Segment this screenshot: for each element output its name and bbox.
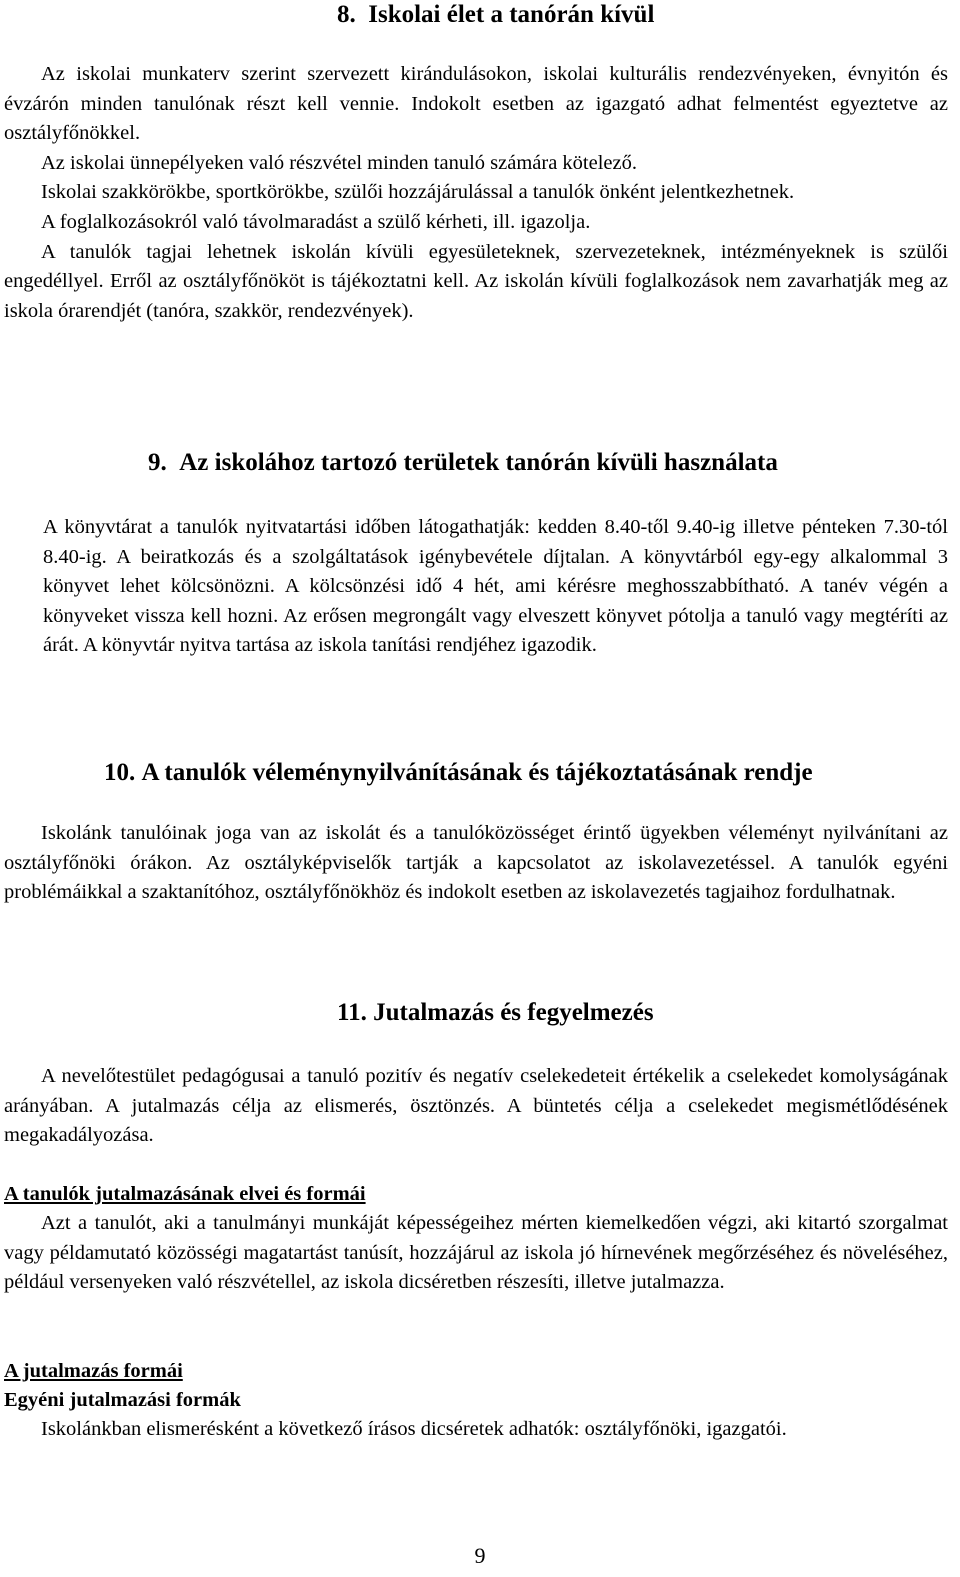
subheading-reward-forms: A jutalmazás formái — [4, 1360, 183, 1382]
section-9-title: 9. Az iskolához tartozó területek tanórán kívüli használata — [148, 449, 778, 476]
section-8-paragraph: A foglalkozásokról való távolmaradást a szülő kérheti, ill. igazolja. — [41, 210, 591, 233]
subheading-individual-rewards: Egyéni jutalmazási formák — [4, 1389, 241, 1411]
reward-principles-text — [4, 1209, 948, 1298]
section-9-paragraph: A könyvtárat a tanulók nyitvatartási időben látogathatják: kedden 8.40-től 9.40-ig illetve pénteken 7.30-tól 8.40-ig. A beiratkozás és a szolgáltatások igénybevétele díjtalan. A könyvtárból egy-egy alkalommal 3 könyvet lehet kölcsönözni. A kölcsönzési idő 4 hét, ami kérésre meghosszabbítható. A tanév végén a könyveket vissza kell hozni. Az erősen megrongált vagy elveszett könyvet pótolja a tanuló vagy megtéríti az árát. A könyvtár nyitva tartása az iskola tanítási rendjéhez igazodik. — [43, 516, 948, 657]
section-8-paragraph: Az iskolai munkaterv szerint szervezett kirándulásokon, iskolai kulturális rendezvényeken, évnyitón és évzárón minden tanulónak részt kell vennie. Indokolt esetben az igazgató adhat felmentést egyeztetve az osztályfőnökkel. — [4, 63, 948, 145]
section-11-body — [4, 1062, 948, 1151]
section-8-paragraph: Az iskolai ünnepélyeken való részvétel minden tanuló számára kötelező. — [41, 151, 637, 174]
individual-rewards-paragraph: Iskolánkban elismerésként a következő írásos dicséretek adhatók: osztályfőnöki, igazgatói. — [41, 1418, 787, 1440]
reward-principles-paragraph: Azt a tanulót, aki a tanulmányi munkáját képességeihez mérten kiemelkedően végzi, aki kitartó szorgalmat vagy példamutató közösségi magatartást tanúsít, hozzájárul az iskola jó hírnevének megőrzéséhez és növeléséhez, például versenyeken való részvétellel, az iskola dicséretben részesíti, illetve jutalmazza. — [4, 1212, 948, 1294]
section-8-title: 8. Iskolai élet a tanórán kívül — [337, 1, 655, 28]
section-8-body — [4, 60, 948, 326]
individual-rewards-text — [4, 1415, 948, 1445]
section-10-title: 10. A tanulók véleménynyilvánításának és tájékoztatásának rendje — [104, 759, 813, 786]
page-number: 9 — [474, 1543, 486, 1568]
section-8-paragraph: Iskolai szakkörökbe, sportkörökbe, szülői hozzájárulással a tanulók önként jelentkezhetnek. — [41, 181, 795, 204]
section-9-body — [43, 513, 948, 661]
section-8-paragraph: A tanulók tagjai lehetnek iskolán kívüli egyesületeknek, szervezeteknek, intézményeknek is szülői engedéllyel. Erről az osztályfőnököt is tájékoztatni kell. Az iskolán kívüli foglalkozások nem zavarhatják meg az iskola órarendjét (tanóra, szakkör, rendezvények). — [4, 240, 948, 322]
section-11-title: 11. Jutalmazás és fegyelmezés — [337, 999, 654, 1026]
section-10-paragraph: Iskolánk tanulóinak joga van az iskolát és a tanulóközösséget érintő ügyekben véleményt nyilvánítani az osztályfőnöki órákon. Az osztályképviselők tartják a kapcsolatot az iskolavezetéssel. A tanulók egyéni problémáikkal a szaktanítóhoz, osztályfőnökhöz és indokolt esetben az iskolavezetés tagjaihoz fordulhatnak. — [4, 822, 948, 904]
subheading-reward-principles: A tanulók jutalmazásának elvei és formái — [4, 1183, 366, 1205]
section-11-paragraph: A nevelőtestület pedagógusai a tanuló pozitív és negatív cselekedeteit értékelik a cselekedet komolyságának arányában. A jutalmazás célja az elismerés, ösztönzés. A büntetés célja a cselekedet megismétlődésének megakadályozása. — [4, 1065, 948, 1147]
section-10-body — [4, 819, 948, 908]
